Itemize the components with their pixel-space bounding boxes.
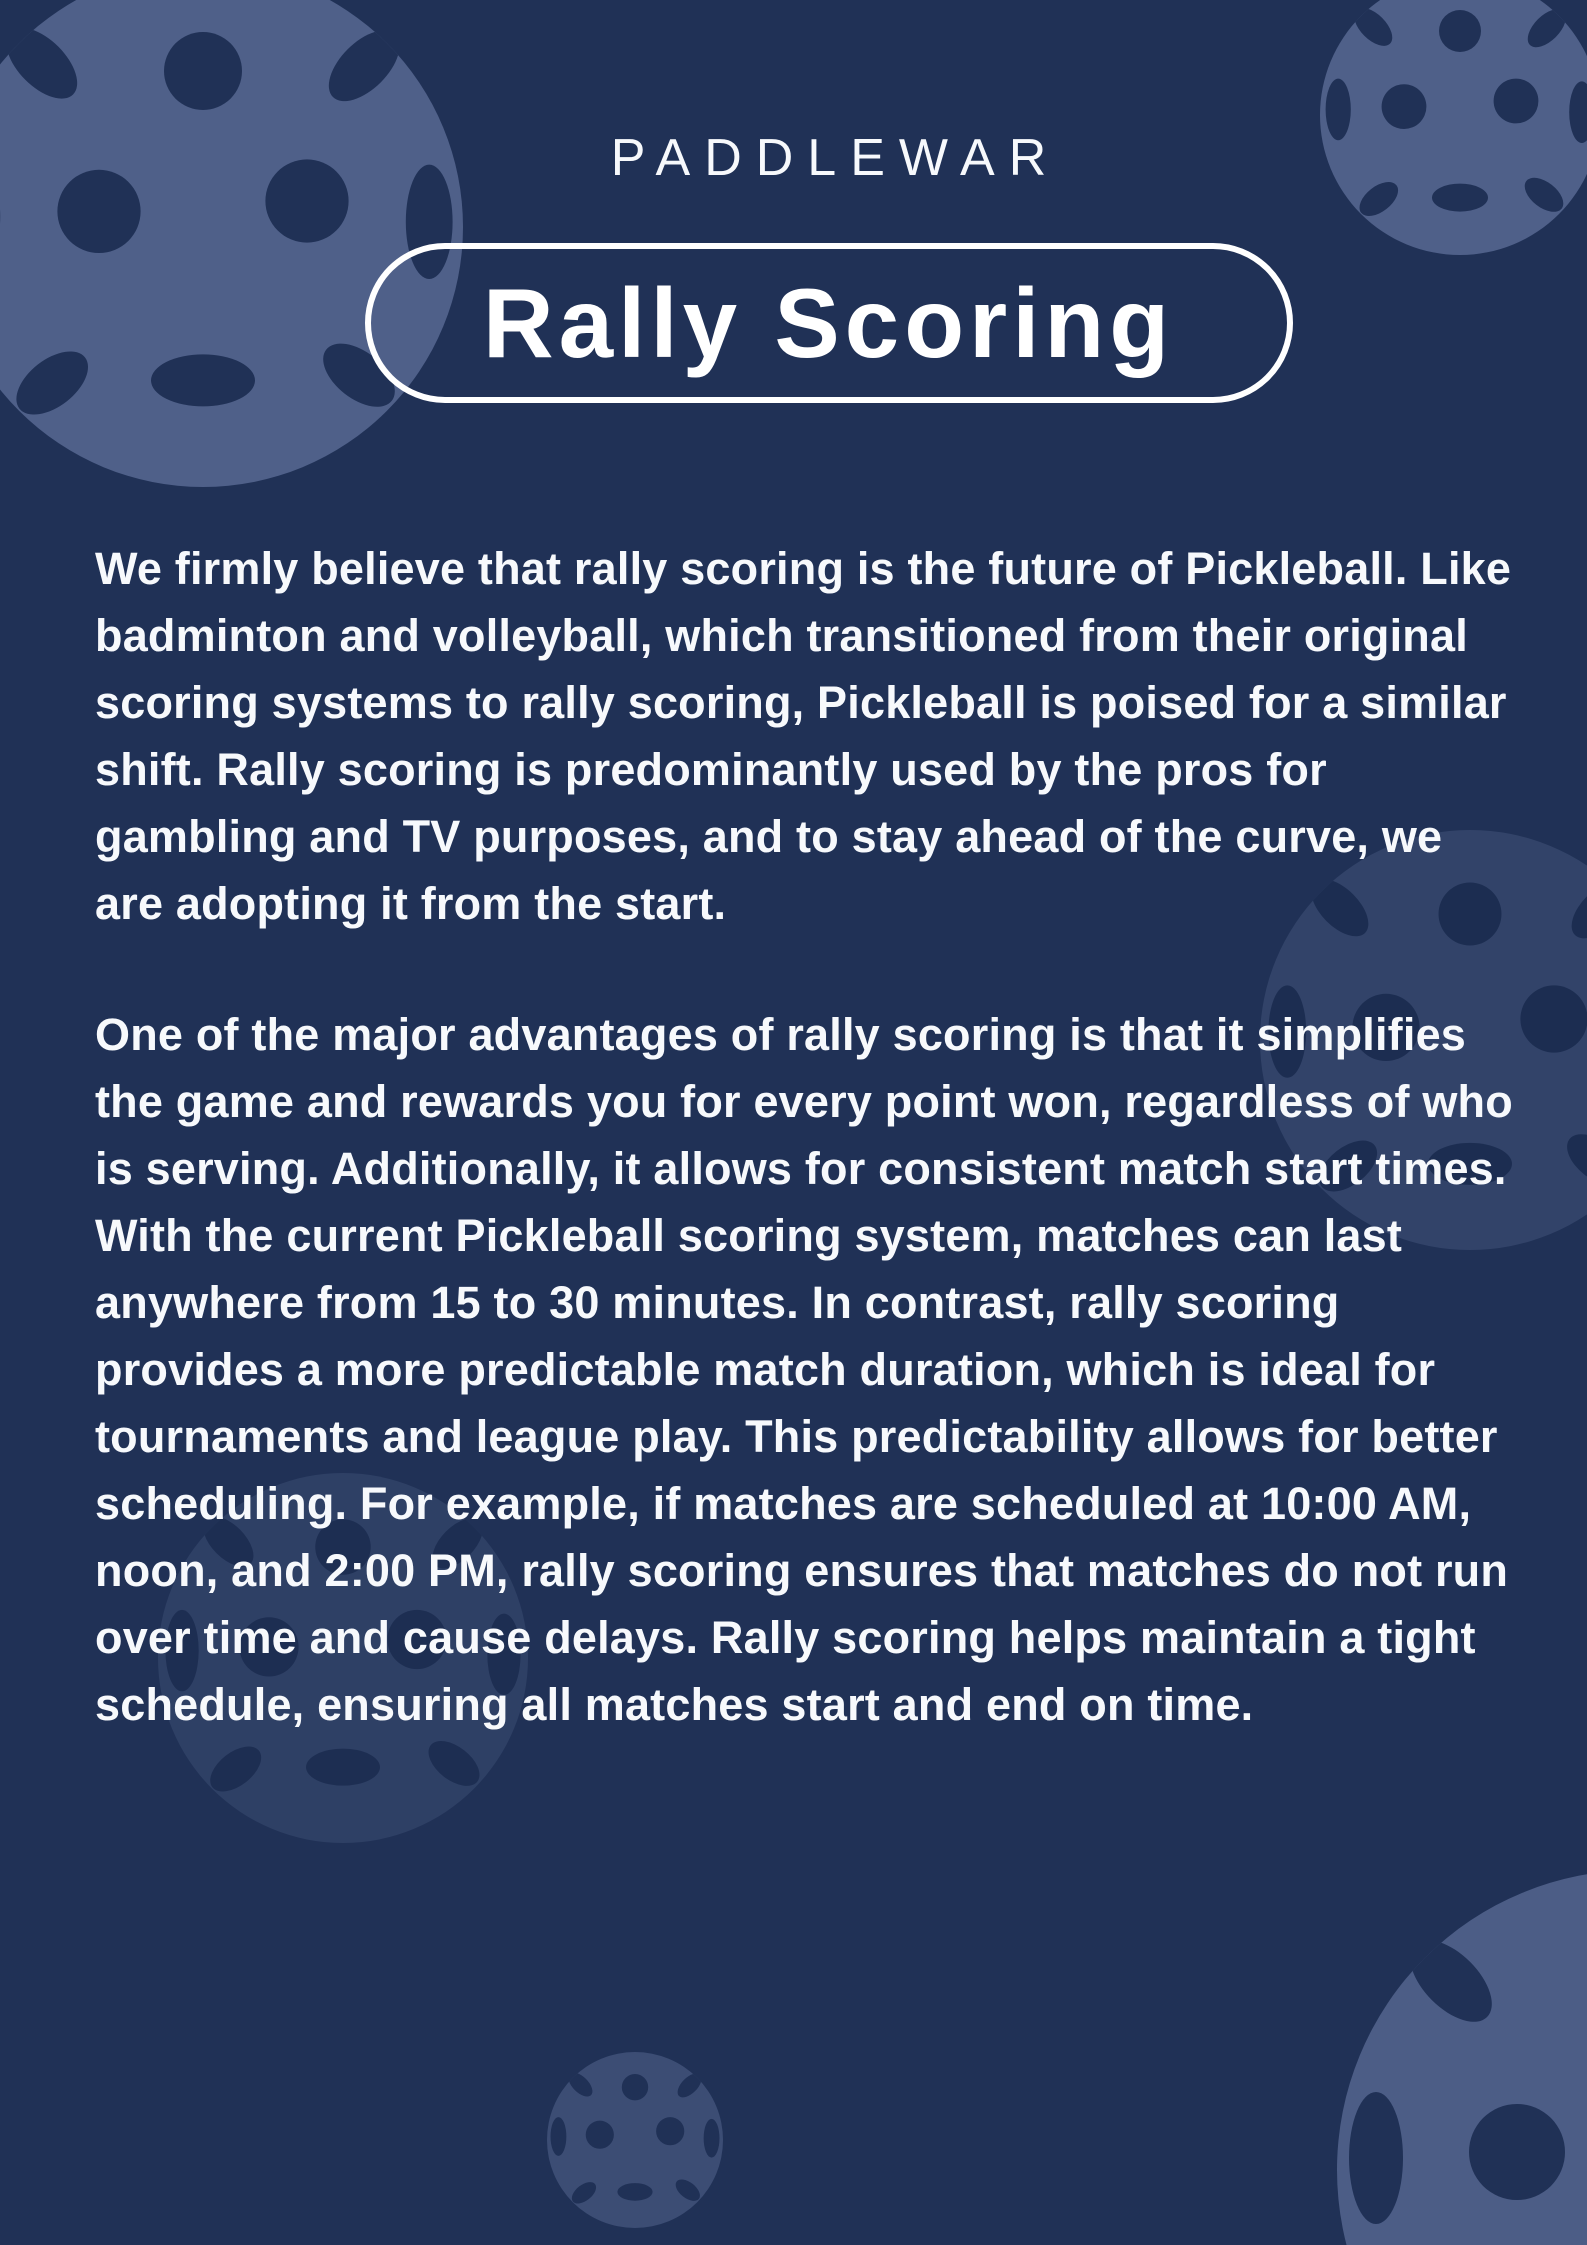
paragraph-intro: We firmly believe that rally scoring is the future of Pickleball. Like badminton and volleyball, which transitioned from their original scoring systems to rally scoring, Pickleball is poised for a similar shift. Rally scoring is predominantly used by the pros for gambling and TV purposes, and to stay ahead of the curve, we are adopting it from the start. xyxy=(95,543,1512,929)
brand-title: PADDLEWAR xyxy=(610,129,1061,187)
paragraph-advantages: One of the major advantages of rally scoring is that it simplifies the game and rewards you for every point won, regardless of who is serving. Additionally, it allows for consistent match start times. With the current Pickleball scoring system, matches can last anywhere from 15 to 30 minutes. In contrast, rally scoring provides a more predictable match duration, which is ideal for tournaments and league play. This predictability allows for better scheduling. For example, if matches are scheduled at 10:00 AM, noon, and 2:00 PM, rally scoring ensures that matches do not run over time and cause delays. Rally scoring helps maintain a tight schedule, ensuring all matches start and end on time. xyxy=(95,1009,1513,1730)
pickleball-bottom-center-icon xyxy=(547,2052,723,2228)
page-title: Rally Scoring xyxy=(482,267,1175,378)
pickleball-top-left-icon xyxy=(0,0,463,487)
pickleball-bottom-right-icon xyxy=(1337,1870,1587,2245)
title-pill xyxy=(365,243,1293,403)
body-copy xyxy=(95,535,1520,1802)
